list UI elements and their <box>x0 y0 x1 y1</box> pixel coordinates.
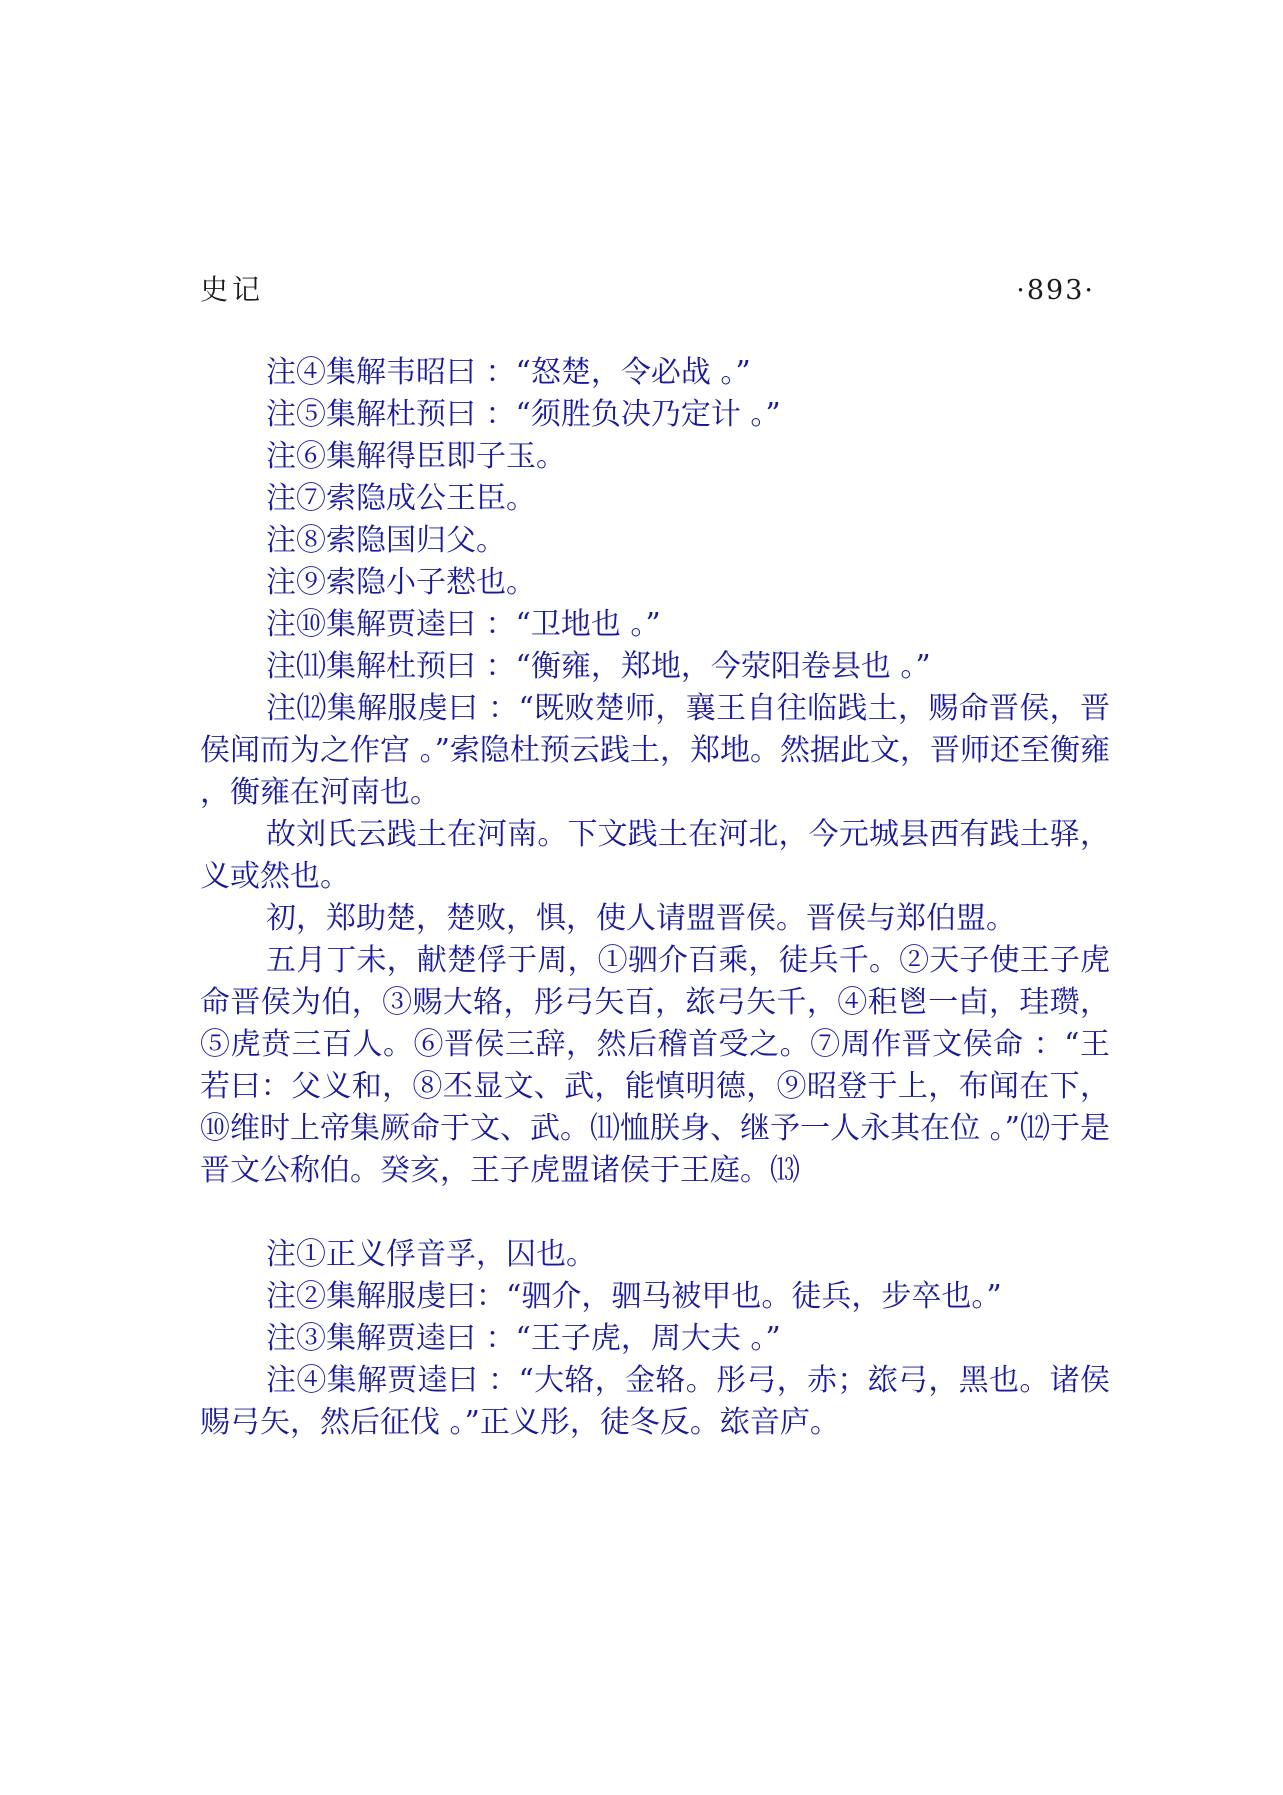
note-paragraph: 注⑤集解杜预曰 ：“须胜负决乃定计 。” <box>266 397 781 432</box>
main-paragraph: 初，郑助楚，楚败，惧，使人请盟晋侯。晋侯与郑伯盟。 <box>266 901 1016 936</box>
note-paragraph: 注③集解贾逵曰 ：“王子虎，周大夫 。” <box>266 1321 781 1356</box>
note-paragraph: 注⑨索隐小子慭也。 <box>266 565 536 600</box>
note-paragraph: 注⑥集解得臣即子玉。 <box>266 439 566 474</box>
note-paragraph: 注④集解贾逵曰 ：“大辂，金辂。彤弓，赤；玈弓，黑也。诸侯赐弓矢，然后征伐 。”正义彤，徒冬反。玈音庐。 <box>200 1363 1110 1440</box>
paragraph-gap <box>200 1192 1110 1234</box>
body-text <box>200 352 1110 1444</box>
note-paragraph: 注⑩集解贾逵曰 ：“卫地也 。” <box>266 607 661 642</box>
note-paragraph: 注④集解韦昭曰 ：“怒楚，令必战 。” <box>266 355 751 390</box>
page-number: ·893· <box>1016 275 1095 306</box>
book-title: 史记 <box>200 273 265 306</box>
note-paragraph: 注①正义俘音孚，囚也。 <box>266 1237 596 1272</box>
note-paragraph: 注②集解服虔曰：“驷介，驷马被甲也。徒兵，步卒也。” <box>266 1279 1002 1314</box>
note-paragraph: 注⑦索隐成公王臣。 <box>266 481 536 516</box>
note-paragraph: 故刘氏云践土在河南。下文践土在河北，今元城县西有践土驿，义或然也。 <box>200 817 1110 894</box>
note-paragraph: 注⑿集解服虔曰 ：“既败楚师，襄王自往临践土，赐命晋侯，晋侯闻而为之作宫 。”索隐杜预云践土，郑地。然据此文，晋师还至衡雍，衡雍在河南也。 <box>200 691 1110 810</box>
main-paragraph: 五月丁未，献楚俘于周，①驷介百乘，徒兵千。②天子使王子虎命晋侯为伯，③赐大辂，彤弓矢百，玈弓矢千，④秬鬯一卣，珪瓒，⑤虎贲三百人。⑥晋侯三辞，然后稽首受之。⑦周作晋文侯命 ：“王若曰：父义和，⑧丕显文、武，能慎明德，⑨昭登于上，布闻在下，⑩维时上帝集厥命于文、武。⑾恤朕身、继予一人永其在位 。”⑿于是晋文公称伯。癸亥，王子虎盟诸侯于王庭。⒀ <box>200 943 1110 1188</box>
note-paragraph: 注⑾集解杜预曰 ：“衡雍，郑地，今荥阳卷县也 。” <box>266 649 931 684</box>
page-header <box>200 268 1095 312</box>
note-paragraph: 注⑧索隐国归父。 <box>266 523 506 558</box>
